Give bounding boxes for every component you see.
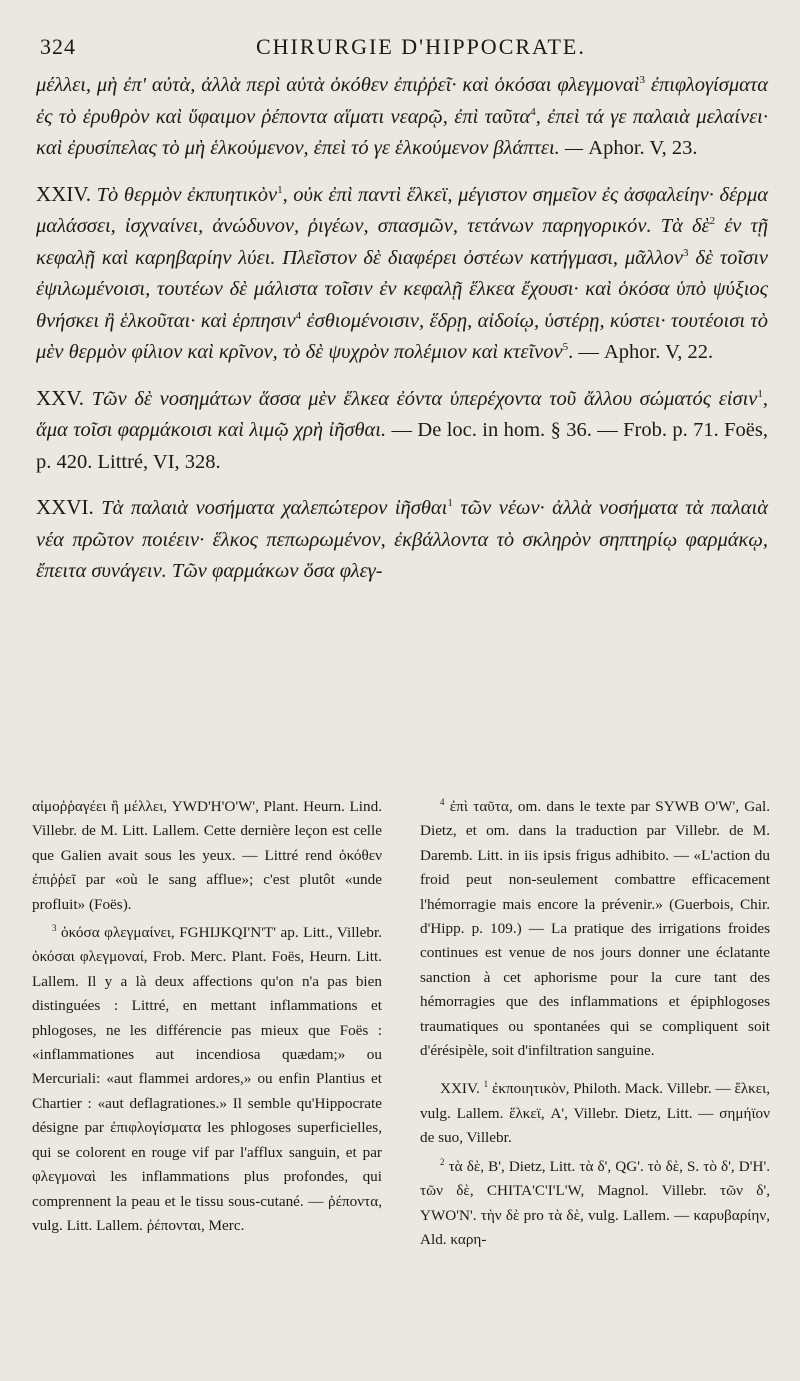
text: , οὐκ ἐπὶ παντὶ ἕλκεϊ, μέγιστον σημεῖον ἐς ἀσφαλείην· δέρμα μαλάσσει, ἰσχναίνει, ἀνώδυνον, ῥιγέων, σπασμῶν, τετάνων παρηγορικόν. Τὰ δὲ <box>36 183 768 237</box>
footnote-text: ἐπὶ ταῦτα, om. dans le texte par SYWB O'W', Gal. Dietz, et om. dans la traduction par Villebr. de M. Daremb. Litt. in iis ipsis frigus adhibito. — «L'action du froid peut non-seulement combattre efficacement l'hémorragie mais encore la prévenir.» (Guerbois, Chir. d'Hipp. p. 109.) — La pratique des irrigations froides continues est venue de nos jours donner une éclatante sanction à cet aphorisme pour la cure tant des hémorragies que des inflammations et épiphlogoses traumatiques ou spontanées qui se compliquent soit d'érésipèle, soit d'infiltration sanguine. <box>420 798 771 1060</box>
footnote-text: ἐκποιητικὸν, Philoth. Mack. Villebr. — ἕλκει, vulg. Lallem. ἕλκεϊ, A', Villebr. Dietz, Litt. — σημήϊον de suo, Villebr. <box>420 1080 771 1147</box>
footnote <box>32 795 382 917</box>
footnote-number: 2 <box>440 1156 445 1167</box>
footnote-ref: 2 <box>709 215 716 228</box>
text: Τὸ θερμὸν ἐκπυητικὸν <box>96 183 278 206</box>
citation: . — Aphor. V, 22. <box>568 341 714 363</box>
citation: — De loc. in hom. § 36. — Frob. p. 71. Foës, p. 420. Littré, VI, 328. <box>36 419 769 473</box>
footnote-section: XXIV. <box>440 1080 480 1098</box>
paragraph-aphor-v-23 <box>36 70 768 165</box>
text: , ἐπεὶ τά γε παλαιὰ μελαίνει· καὶ ἐρυσίπελας τὸ μὴ ἑλκούμενον, ἐπεὶ τό γε ἑλκούμενον βλάπτει. — <box>36 105 769 159</box>
footnote-ref: 1 <box>757 387 763 400</box>
footnote-text: τὰ δὲ, B', Dietz, Litt. τὰ δ', QG'. τὸ δὲ, S. τὸ δ', D'H'. τῶν δὲ, CHITA'C'I'L'W, Magnol. Villebr. τῶν δ', YWO'N'. τὴν δὲ pro τὰ δὲ, vulg. Lallem. — καρυβαρίην, Ald. καρη- <box>420 1157 771 1248</box>
footnote <box>420 1077 770 1150</box>
footnote-number: 3 <box>52 922 57 933</box>
text: μέλλει, μὴ ἐπ' αὐτὰ, ἀλλὰ περὶ αὐτὰ ὁκόθεν ἐπιῤῥεῖ· καὶ ὁκόσαι φλεγμοναὶ <box>36 74 640 96</box>
footnote-text: αἱμοῤῥαγέει ἢ μέλλει, YWD'H'O'W', Plant. Heurn. Lind. Villebr. de M. Litt. Lallem. Cette dernière leçon est celle que Galien avait sous les yeux. — Littré rend ὁκόθεν ἐπιῤῥεῖ par «où le sang afflue»; c'est plutôt «unde profluit» (Foës). <box>32 798 382 913</box>
section-number: XXIV. <box>36 181 92 206</box>
footnote-ref: 1 <box>447 497 453 510</box>
footnote-ref: 4 <box>295 309 302 322</box>
footnotes-left-column <box>32 795 382 1242</box>
main-text <box>36 70 768 602</box>
paragraph-xxiv <box>36 179 768 369</box>
footnote-ref: 3 <box>639 74 645 87</box>
text: δὲ τοῖσιν ἐψιλωμένοισι, τουτέων δὲ μάλιστα τοῖσιν ἐν κεφαλῇ ἕλκεα ἔχουσι· καὶ ὁκόσα ὑπὸ ψύξιος θνήσκει ἢ ἑλκοῦται· καὶ ἑρπησιν <box>36 246 769 332</box>
text: ἐν τῇ κεφαλῇ καὶ καρηβαρίην λύει. Πλεῖστον δὲ διαφέρει ὀστέων κατήγμασι, μᾶλλον <box>36 215 769 269</box>
footnote-number: 4 <box>440 796 445 807</box>
citation: Aphor. V, 23. <box>588 137 698 159</box>
page-number: 324 <box>40 34 76 59</box>
footnote-ref: 4 <box>530 105 536 118</box>
footnote-text: ὁκόσα φλεγμαίνει, FGHIJKQI'N'T' ap. Litt., Villebr. ὁκόσαι φλεγμοναί, Frob. Merc. Plant. Foës, Heurn. Litt. Lallem. Il y a là deux affections qu'on n'a pas bien distinguées : Littré, en mettant inflammations et phlogoses, ne les différencie pas mieux que Foës : «inflammationes aut incendiosa quædam;» ou Mercuriali: «aut flammei ardores,» ou enfin Plantius et Chartier : «aut deflagrationes.» Il semble qu'Hippocrate désigne par ἐπιφλογίσματα les phlogoses superficielles, qui se colorent en rouge vif par l'afflux sanguin, et par φλεγμοναὶ les inflammations plus profondes, qui comprennent la peau et le tissu sous-cutané. — ῥέποντα, vulg. Litt. Lallem. ῥέπονται, Merc. <box>32 924 382 1234</box>
text: ἐσθιομένοισιν, ἕδρῃ, αἰδοίῳ, ὑστέρῃ, κύστει· τουτέοισι τὸ μὲν θερμὸν φίλιον καὶ κρῖνον, τὸ δὲ ψυχρὸν πολέμιον καὶ κτεῖνον <box>36 309 769 363</box>
footnote-number: 1 <box>483 1079 489 1090</box>
footnote-ref: 1 <box>277 183 283 196</box>
footnote-ref: 3 <box>683 246 689 259</box>
footnote <box>420 795 770 1063</box>
page-header <box>36 34 776 64</box>
footnotes-right-column <box>420 795 770 1256</box>
paragraph-xxv <box>36 383 768 479</box>
section-number: XXVI. <box>36 495 94 519</box>
running-title: CHIRURGIE D'HIPPOCRATE. <box>256 34 586 59</box>
footnote <box>32 921 382 1238</box>
text: Τὰ παλαιὰ νοσήματα χαλεπώτερον ἰῆσθαι <box>101 497 448 519</box>
text: τῶν νέων· ἀλλὰ νοσήματα τὰ παλαιὰ νέα πρῶτον ποιέειν· ἕλκος πεπωρωμένον, ἐκβάλλοντα τὸ σκληρὸν σηπτηρίῳ φαρμάκῳ, ἔπειτα συνάγειν. Τῶν φαρμάκων ὅσα φλεγ- <box>36 497 768 582</box>
text: Τῶν δὲ νοσημάτων ἅσσα μὲν ἕλκεα ἐόντα ὑπερέχοντα τοῦ ἄλλου σώματός εἰσιν <box>91 387 758 410</box>
text: , ἅμα τοῖσι φαρμάκοισι καὶ λιμῷ χρὴ ἰῆσθαι. <box>36 387 768 441</box>
section-number: XXV. <box>36 385 85 410</box>
text: ἐπιφλογίσματα ἐς τὸ ἐρυθρὸν καὶ ὕφαιμον ῥέποντα αἵματι νεαρῷ, ἐπὶ ταῦτα <box>36 74 768 128</box>
footnote <box>420 1155 770 1253</box>
paragraph-xxvi <box>36 492 768 588</box>
footnote-ref: 5 <box>562 341 569 354</box>
